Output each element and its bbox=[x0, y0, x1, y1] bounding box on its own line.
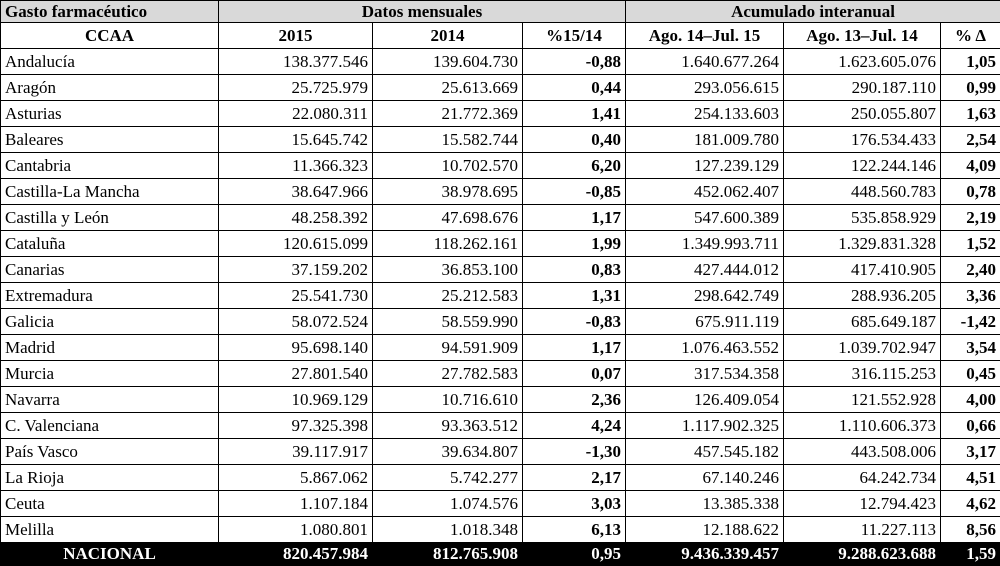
annual-ago13: 250.055.807 bbox=[784, 101, 941, 127]
region-name: Madrid bbox=[1, 335, 219, 361]
value-2014: 21.772.369 bbox=[373, 101, 523, 127]
annual-delta: -1,42 bbox=[941, 309, 1000, 335]
annual-ago13: 121.552.928 bbox=[784, 387, 941, 413]
pct-change: 0,95 bbox=[523, 543, 626, 566]
region-name: Cataluña bbox=[1, 231, 219, 257]
region-name: Aragón bbox=[1, 75, 219, 101]
value-2014: 139.604.730 bbox=[373, 49, 523, 75]
table-row bbox=[1, 153, 1000, 179]
table-row bbox=[1, 491, 1000, 517]
region-name: Cantabria bbox=[1, 153, 219, 179]
region-name: Murcia bbox=[1, 361, 219, 387]
pct-change: 0,40 bbox=[523, 127, 626, 153]
region-name: Canarias bbox=[1, 257, 219, 283]
annual-delta: 1,59 bbox=[941, 543, 1000, 566]
value-2015: 58.072.524 bbox=[219, 309, 373, 335]
annual-ago14: 254.133.603 bbox=[626, 101, 784, 127]
value-2014: 39.634.807 bbox=[373, 439, 523, 465]
annual-ago14: 13.385.338 bbox=[626, 491, 784, 517]
pct-change: 1,17 bbox=[523, 335, 626, 361]
region-name: La Rioja bbox=[1, 465, 219, 491]
value-2014: 27.782.583 bbox=[373, 361, 523, 387]
region-name: Galicia bbox=[1, 309, 219, 335]
value-2015: 38.647.966 bbox=[219, 179, 373, 205]
annual-ago14: 298.642.749 bbox=[626, 283, 784, 309]
value-2014: 94.591.909 bbox=[373, 335, 523, 361]
region-name: Asturias bbox=[1, 101, 219, 127]
annual-delta: 2,19 bbox=[941, 205, 1000, 231]
annual-ago13: 288.936.205 bbox=[784, 283, 941, 309]
annual-ago13: 12.794.423 bbox=[784, 491, 941, 517]
annual-ago13: 1.623.605.076 bbox=[784, 49, 941, 75]
region-name: C. Valenciana bbox=[1, 413, 219, 439]
header-ago14: Ago. 14–Jul. 15 bbox=[626, 23, 784, 49]
value-2015: 820.457.984 bbox=[219, 543, 373, 566]
pct-change: 0,07 bbox=[523, 361, 626, 387]
pct-change: -0,83 bbox=[523, 309, 626, 335]
header-2014: 2014 bbox=[373, 23, 523, 49]
annual-delta: 0,45 bbox=[941, 361, 1000, 387]
value-2015: 138.377.546 bbox=[219, 49, 373, 75]
pct-change: 2,36 bbox=[523, 387, 626, 413]
annual-delta: 4,51 bbox=[941, 465, 1000, 491]
annual-delta: 2,40 bbox=[941, 257, 1000, 283]
table-row bbox=[1, 127, 1000, 153]
annual-ago13: 1.329.831.328 bbox=[784, 231, 941, 257]
value-2014: 38.978.695 bbox=[373, 179, 523, 205]
annual-ago14: 293.056.615 bbox=[626, 75, 784, 101]
annual-ago13: 316.115.253 bbox=[784, 361, 941, 387]
value-2015: 95.698.140 bbox=[219, 335, 373, 361]
table-row bbox=[1, 257, 1000, 283]
value-2015: 22.080.311 bbox=[219, 101, 373, 127]
table-row bbox=[1, 231, 1000, 257]
value-2014: 5.742.277 bbox=[373, 465, 523, 491]
annual-ago14: 1.640.677.264 bbox=[626, 49, 784, 75]
pct-change: 1,41 bbox=[523, 101, 626, 127]
total-row bbox=[1, 543, 1000, 566]
pct-change: 3,03 bbox=[523, 491, 626, 517]
table-row bbox=[1, 205, 1000, 231]
table-row bbox=[1, 439, 1000, 465]
annual-delta: 1,63 bbox=[941, 101, 1000, 127]
value-2014: 93.363.512 bbox=[373, 413, 523, 439]
value-2015: 11.366.323 bbox=[219, 153, 373, 179]
header-ago13: Ago. 13–Jul. 14 bbox=[784, 23, 941, 49]
annual-ago14: 127.239.129 bbox=[626, 153, 784, 179]
annual-ago14: 126.409.054 bbox=[626, 387, 784, 413]
pct-change: 1,17 bbox=[523, 205, 626, 231]
pct-change: 0,44 bbox=[523, 75, 626, 101]
annual-delta: 2,54 bbox=[941, 127, 1000, 153]
annual-ago14: 9.436.339.457 bbox=[626, 543, 784, 566]
value-2015: 48.258.392 bbox=[219, 205, 373, 231]
table-row bbox=[1, 517, 1000, 543]
pct-change: 4,24 bbox=[523, 413, 626, 439]
annual-ago13: 11.227.113 bbox=[784, 517, 941, 543]
region-name: Castilla y León bbox=[1, 205, 219, 231]
header-row-columns bbox=[1, 23, 1000, 49]
value-2014: 36.853.100 bbox=[373, 257, 523, 283]
pct-change: -0,88 bbox=[523, 49, 626, 75]
value-2014: 10.702.570 bbox=[373, 153, 523, 179]
value-2014: 47.698.676 bbox=[373, 205, 523, 231]
table-row bbox=[1, 101, 1000, 127]
annual-ago14: 317.534.358 bbox=[626, 361, 784, 387]
pct-change: 6,20 bbox=[523, 153, 626, 179]
annual-delta: 4,09 bbox=[941, 153, 1000, 179]
region-name: Andalucía bbox=[1, 49, 219, 75]
value-2015: 120.615.099 bbox=[219, 231, 373, 257]
pct-change: -1,30 bbox=[523, 439, 626, 465]
value-2014: 1.074.576 bbox=[373, 491, 523, 517]
value-2015: 37.159.202 bbox=[219, 257, 373, 283]
value-2015: 25.725.979 bbox=[219, 75, 373, 101]
region-name: Navarra bbox=[1, 387, 219, 413]
region-name: Castilla-La Mancha bbox=[1, 179, 219, 205]
table-row bbox=[1, 75, 1000, 101]
annual-ago13: 535.858.929 bbox=[784, 205, 941, 231]
annual-ago13: 443.508.006 bbox=[784, 439, 941, 465]
annual-ago13: 1.110.606.373 bbox=[784, 413, 941, 439]
annual-ago14: 675.911.119 bbox=[626, 309, 784, 335]
region-name: Extremadura bbox=[1, 283, 219, 309]
value-2015: 39.117.917 bbox=[219, 439, 373, 465]
region-name: País Vasco bbox=[1, 439, 219, 465]
annual-ago14: 1.076.463.552 bbox=[626, 335, 784, 361]
annual-ago13: 448.560.783 bbox=[784, 179, 941, 205]
value-2015: 1.080.801 bbox=[219, 517, 373, 543]
value-2015: 1.107.184 bbox=[219, 491, 373, 517]
annual-ago14: 1.117.902.325 bbox=[626, 413, 784, 439]
pct-change: 1,31 bbox=[523, 283, 626, 309]
header-top-left: Gasto farmacéutico bbox=[1, 1, 219, 23]
region-name: NACIONAL bbox=[1, 543, 219, 566]
header-pct: %15/14 bbox=[523, 23, 626, 49]
header-row-groups bbox=[1, 1, 1000, 23]
value-2015: 25.541.730 bbox=[219, 283, 373, 309]
pct-change: 1,99 bbox=[523, 231, 626, 257]
region-name: Ceuta bbox=[1, 491, 219, 517]
annual-delta: 3,17 bbox=[941, 439, 1000, 465]
annual-delta: 0,78 bbox=[941, 179, 1000, 205]
pct-change: 6,13 bbox=[523, 517, 626, 543]
annual-ago14: 547.600.389 bbox=[626, 205, 784, 231]
table-row bbox=[1, 413, 1000, 439]
annual-ago14: 457.545.182 bbox=[626, 439, 784, 465]
annual-ago13: 176.534.433 bbox=[784, 127, 941, 153]
annual-delta: 3,54 bbox=[941, 335, 1000, 361]
annual-ago13: 9.288.623.688 bbox=[784, 543, 941, 566]
table-row bbox=[1, 309, 1000, 335]
annual-ago14: 452.062.407 bbox=[626, 179, 784, 205]
pct-change: -0,85 bbox=[523, 179, 626, 205]
value-2014: 10.716.610 bbox=[373, 387, 523, 413]
value-2015: 15.645.742 bbox=[219, 127, 373, 153]
header-monthly-group: Datos mensuales bbox=[219, 1, 626, 23]
annual-ago13: 290.187.110 bbox=[784, 75, 941, 101]
region-name: Melilla bbox=[1, 517, 219, 543]
value-2015: 10.969.129 bbox=[219, 387, 373, 413]
value-2014: 25.212.583 bbox=[373, 283, 523, 309]
annual-ago13: 122.244.146 bbox=[784, 153, 941, 179]
table-row bbox=[1, 361, 1000, 387]
table-row bbox=[1, 465, 1000, 491]
header-annual-group: Acumulado interanual bbox=[626, 1, 1000, 23]
table-row bbox=[1, 335, 1000, 361]
value-2015: 97.325.398 bbox=[219, 413, 373, 439]
header-delta: % Δ bbox=[941, 23, 1000, 49]
table-row bbox=[1, 179, 1000, 205]
annual-delta: 0,66 bbox=[941, 413, 1000, 439]
annual-delta: 0,99 bbox=[941, 75, 1000, 101]
value-2014: 15.582.744 bbox=[373, 127, 523, 153]
annual-delta: 4,62 bbox=[941, 491, 1000, 517]
annual-ago13: 417.410.905 bbox=[784, 257, 941, 283]
header-ccaa: CCAA bbox=[1, 23, 219, 49]
pct-change: 2,17 bbox=[523, 465, 626, 491]
annual-ago13: 64.242.734 bbox=[784, 465, 941, 491]
annual-ago14: 67.140.246 bbox=[626, 465, 784, 491]
table-row bbox=[1, 387, 1000, 413]
annual-delta: 1,52 bbox=[941, 231, 1000, 257]
value-2015: 27.801.540 bbox=[219, 361, 373, 387]
value-2014: 1.018.348 bbox=[373, 517, 523, 543]
annual-ago13: 685.649.187 bbox=[784, 309, 941, 335]
value-2014: 118.262.161 bbox=[373, 231, 523, 257]
value-2014: 25.613.669 bbox=[373, 75, 523, 101]
annual-delta: 1,05 bbox=[941, 49, 1000, 75]
annual-ago14: 181.009.780 bbox=[626, 127, 784, 153]
annual-delta: 3,36 bbox=[941, 283, 1000, 309]
annual-delta: 4,00 bbox=[941, 387, 1000, 413]
annual-ago14: 1.349.993.711 bbox=[626, 231, 784, 257]
region-name: Baleares bbox=[1, 127, 219, 153]
header-2015: 2015 bbox=[219, 23, 373, 49]
annual-delta: 8,56 bbox=[941, 517, 1000, 543]
annual-ago13: 1.039.702.947 bbox=[784, 335, 941, 361]
value-2015: 5.867.062 bbox=[219, 465, 373, 491]
value-2014: 58.559.990 bbox=[373, 309, 523, 335]
pct-change: 0,83 bbox=[523, 257, 626, 283]
table-row bbox=[1, 49, 1000, 75]
table-row bbox=[1, 283, 1000, 309]
value-2014: 812.765.908 bbox=[373, 543, 523, 566]
annual-ago14: 12.188.622 bbox=[626, 517, 784, 543]
annual-ago14: 427.444.012 bbox=[626, 257, 784, 283]
